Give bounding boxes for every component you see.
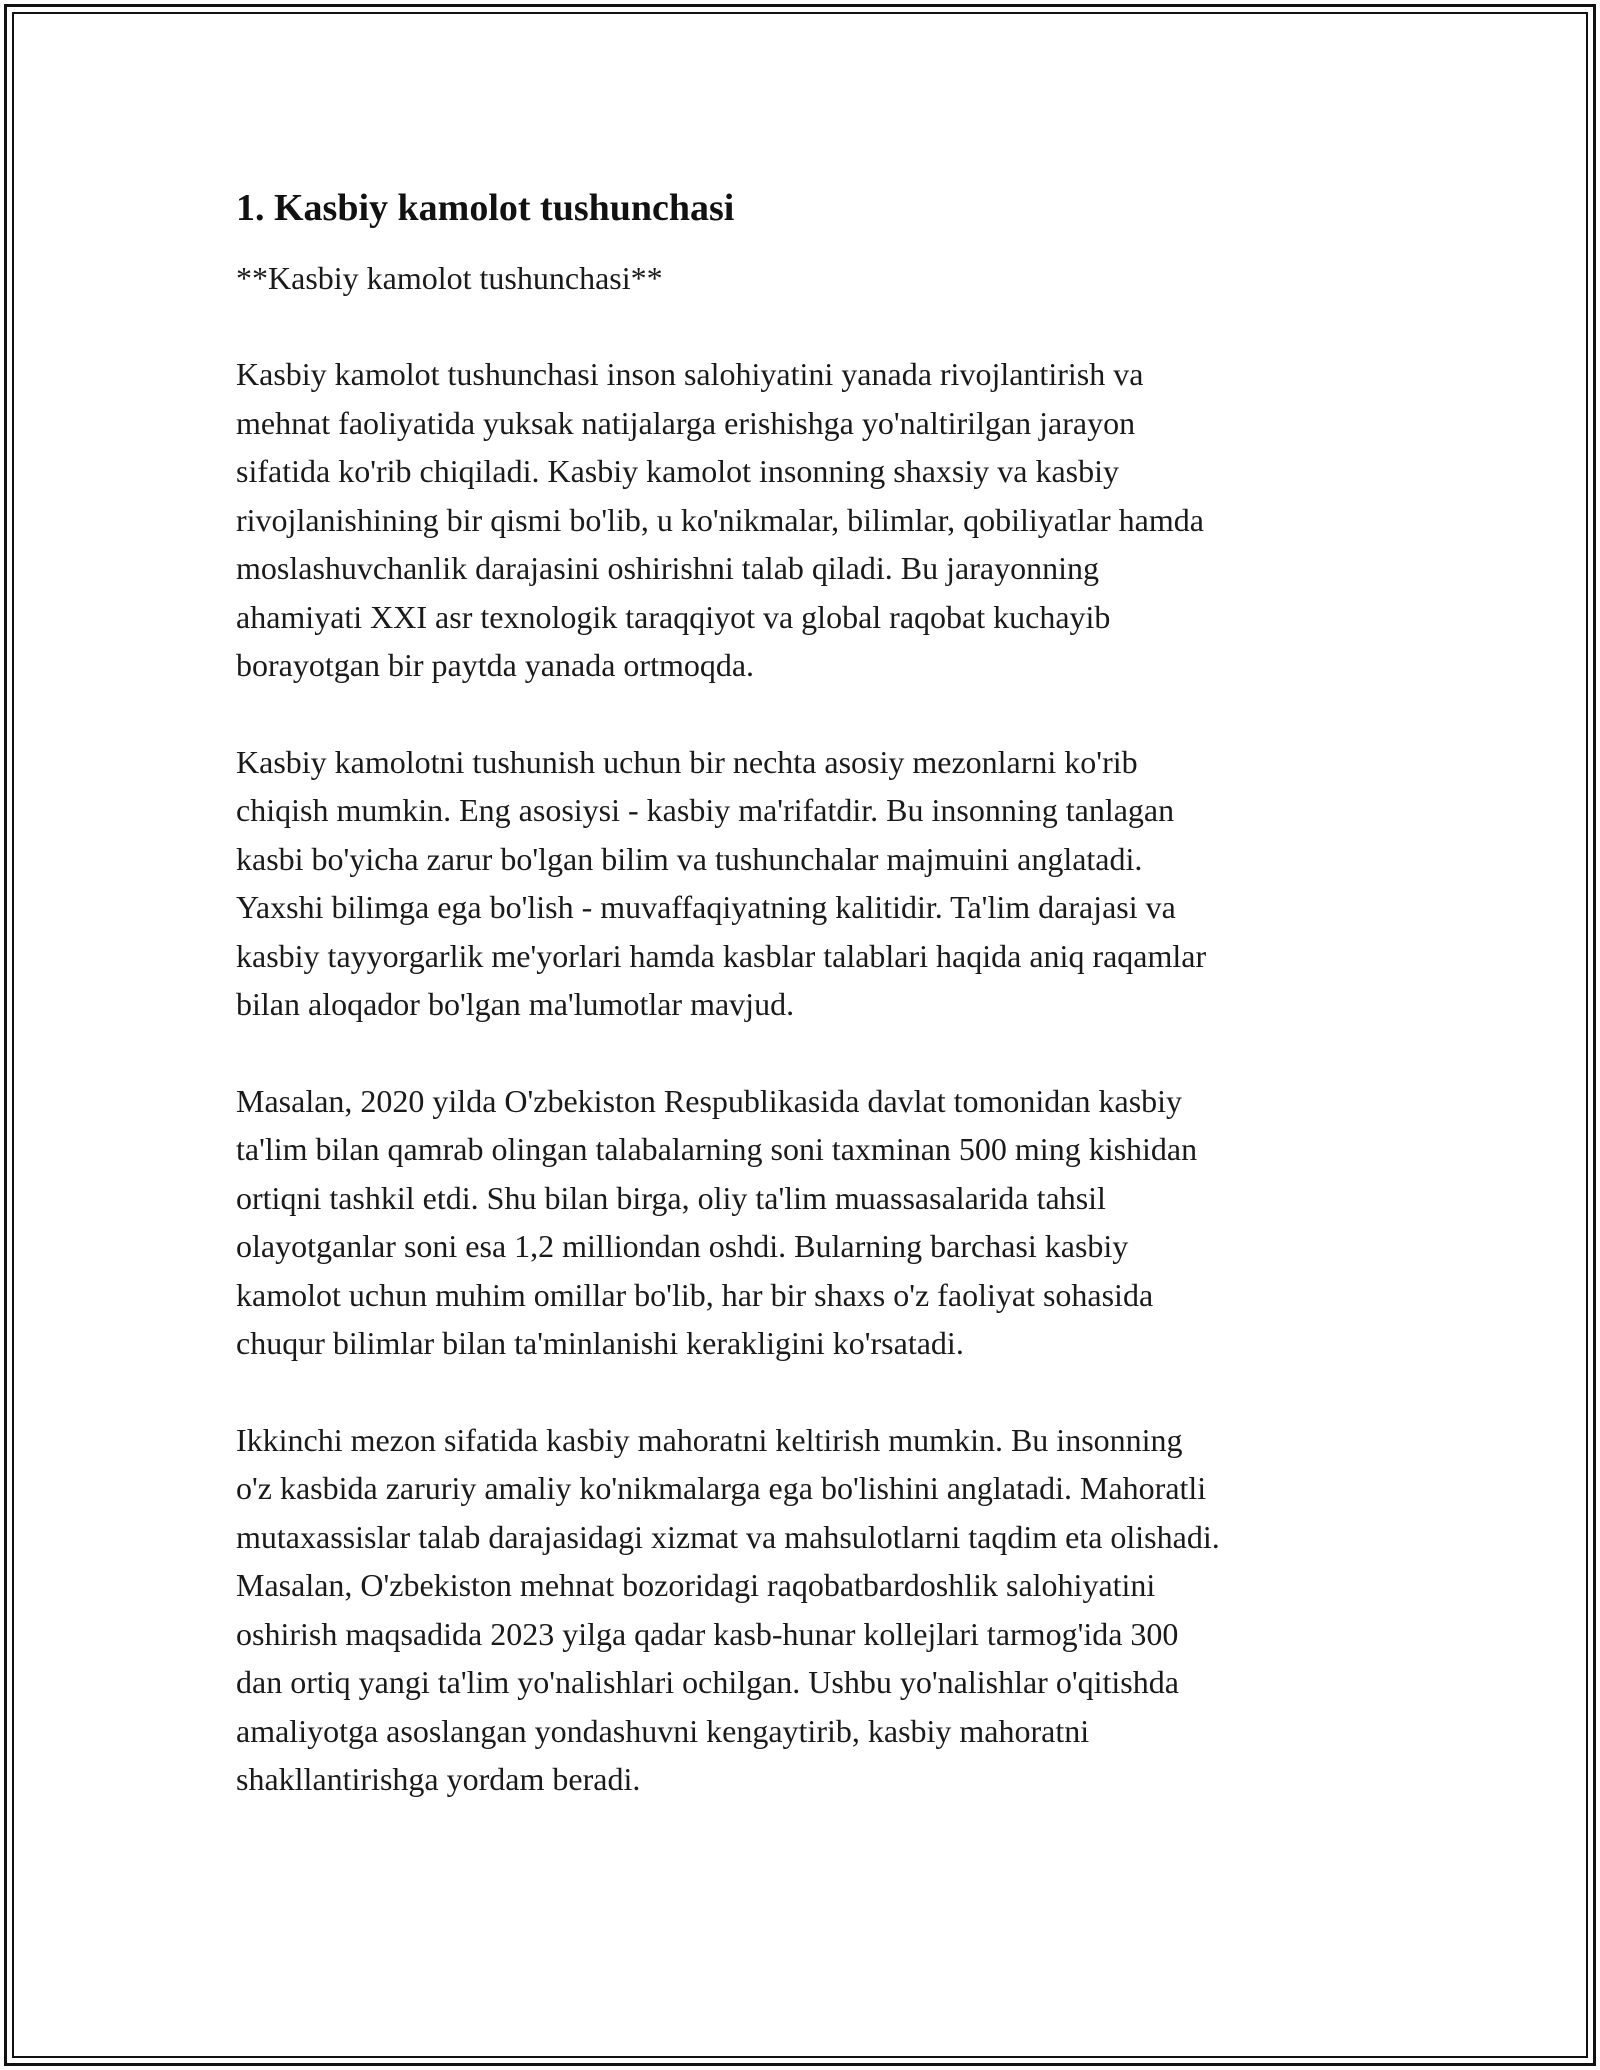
paragraph-line: ortiqni tashkil etdi. Shu bilan birga, oliy ta'lim muassasalarida tahsil <box>236 1179 1106 1216</box>
paragraph-line: mutaxassislar talab darajasidagi xizmat va mahsulotlarni taqdim eta olishadi. <box>236 1518 1220 1555</box>
paragraph-line: shakllantirishga yordam beradi. <box>236 1761 641 1797</box>
paragraph-1 <box>236 350 1416 690</box>
paragraph-line: kamolot uchun muhim omillar bo'lib, har bir shaxs o'z faoliyat sohasida <box>236 1276 1154 1313</box>
document-body <box>236 184 1416 1852</box>
paragraph-line: o'z kasbida zaruriy amaliy ko'nikmalarga ega bo'lishini anglatadi. Mahoratli <box>236 1470 1207 1506</box>
paragraph-line: moslashuvchanlik darajasini oshirishni talab qiladi. Bu jarayonning <box>236 550 1099 586</box>
paragraph-line: mehnat faoliyatida yuksak natijalarga erishishga yo'naltirilgan jarayon <box>236 404 1136 441</box>
document-title: 1. Kasbiy kamolot tushunchasi <box>236 187 735 229</box>
paragraph-4 <box>236 1416 1416 1804</box>
paragraph-list <box>236 350 1416 1804</box>
paragraph-line: dan ortiq yangi ta'lim yo'nalishlari ochilgan. Ushbu yo'nalishlar o'qitishda <box>236 1664 1179 1700</box>
paragraph-line: rivojlanishining bir qismi bo'lib, u ko'nikmalar, bilimlar, qobiliyatlar hamda <box>236 501 1204 538</box>
paragraph-line: chiqish mumkin. Eng asosiysi - kasbiy ma'rifatdir. Bu insonning tanlagan <box>236 792 1175 828</box>
paragraph-line: Yaxshi bilimga ega bo'lish - muvaffaqiyatning kalitidir. Ta'lim darajasi va <box>236 889 1176 925</box>
paragraph-3 <box>236 1077 1416 1368</box>
paragraph-line: ahamiyati XXI asr texnologik taraqqiyot va global raqobat kuchayib <box>236 598 1111 635</box>
document-subtitle: **Kasbiy kamolot tushunchasi** <box>236 260 663 296</box>
paragraph-line: Masalan, O'zbekiston mehnat bozoridagi raqobatbardoshlik salohiyatini <box>236 1567 1156 1603</box>
paragraph-line: Kasbiy kamolot tushunchasi inson salohiyatini yanada rivojlantirish va <box>236 356 1144 392</box>
paragraph-line: ta'lim bilan qamrab olingan talabalarning soni taxminan 500 ming kishidan <box>236 1131 1198 1167</box>
paragraph-2 <box>236 738 1416 1029</box>
paragraph-line: chuqur bilimlar bilan ta'minlanishi kerakligini ko'rsatadi. <box>236 1325 964 1361</box>
paragraph-line: olayotganlar soni esa 1,2 milliondan oshdi. Bularning barchasi kasbiy <box>236 1228 1129 1264</box>
paragraph-line: kasbi bo'yicha zarur bo'lgan bilim va tushunchalar majmuini anglatadi. <box>236 840 1143 877</box>
paragraph-line: oshirish maqsadida 2023 yilga qadar kasb-hunar kollejlari tarmog'ida 300 <box>236 1615 1179 1652</box>
paragraph-line: Kasbiy kamolotni tushunish uchun bir nechta asosiy mezonlarni ko'rib <box>236 743 1138 780</box>
paragraph-line: bilan aloqador bo'lgan ma'lumotlar mavjud. <box>236 986 795 1022</box>
paragraph-line: borayotgan bir paytda yanada ortmoqda. <box>236 647 755 683</box>
paragraph-line: Masalan, 2020 yilda O'zbekiston Respublikasida davlat tomonidan kasbiy <box>236 1082 1183 1119</box>
paragraph-line: kasbiy tayyorgarlik me'yorlari hamda kasblar talablari haqida aniq raqamlar <box>236 937 1207 974</box>
paragraph-line: Ikkinchi mezon sifatida kasbiy mahoratni keltirish mumkin. Bu insonning <box>236 1421 1183 1458</box>
paragraph-line: amaliyotga asoslangan yondashuvni kengaytirib, kasbiy mahoratni <box>236 1712 1090 1749</box>
paragraph-line: sifatida ko'rib chiqiladi. Kasbiy kamolot insonning shaxsiy va kasbiy <box>236 453 1119 489</box>
